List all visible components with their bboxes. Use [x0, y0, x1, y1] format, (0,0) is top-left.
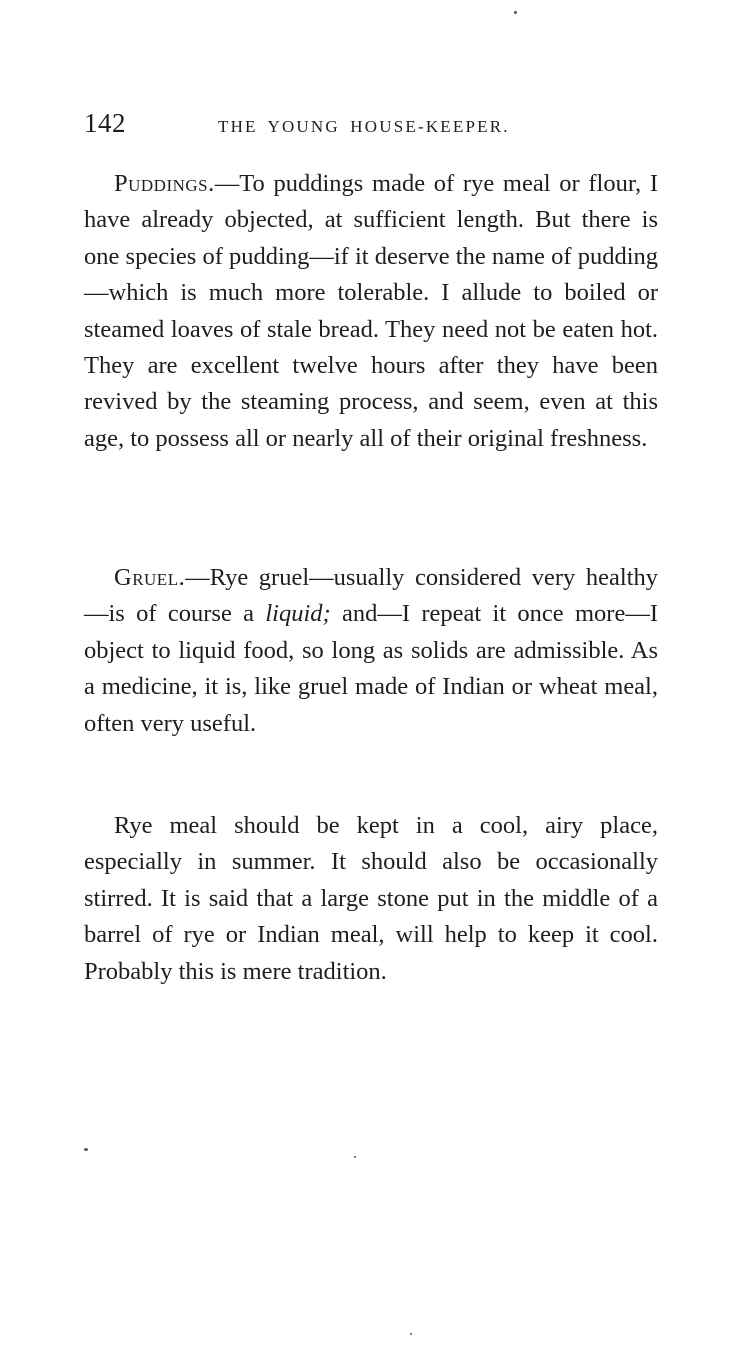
storage-text: Rye meal should be kept in a cool, airy place, especially in summer. It should also be occasionally stirred. It is said that a large stone put in the middle of a barrel of rye or Indian meal, will help to keep it cool. Probably this is mere tradition.	[84, 812, 658, 985]
storage-paragraph	[84, 808, 658, 990]
gruel-heading: Gruel.	[114, 564, 186, 591]
puddings-text: —To puddings made of rye meal or flour, I have already objected, at sufficient length. But there is one species of pudding—if it deserve the name of pudding—which is much more tolerable. I allude to boiled or steamed loaves of stale bread. They need not be eaten hot. They are excellent twelve hours after they have been revived by the steaming process, and seem, even at this age, to possess all or nearly all of their original freshness.	[84, 170, 658, 452]
ink-speck	[354, 1156, 356, 1158]
ink-speck	[84, 1148, 88, 1151]
ink-speck	[410, 1333, 412, 1335]
gruel-emphasis: liquid;	[265, 600, 331, 628]
ink-speck	[514, 11, 517, 14]
page-header	[84, 108, 664, 148]
page-number: 142	[84, 108, 126, 138]
puddings-heading: Puddings.	[114, 170, 215, 197]
gruel-text-after: and—I repeat it once more—I object to liquid food, so long as solids are admissible. As a medicine, it is, like gruel made of Indian or wheat meal, often very useful.	[84, 600, 658, 737]
puddings-paragraph	[84, 166, 658, 457]
gruel-paragraph	[84, 560, 658, 742]
gruel-text-before: —Rye gruel—usually considered very healthy—is of course a	[84, 564, 658, 628]
running-head: THE YOUNG HOUSE-KEEPER.	[218, 117, 510, 136]
